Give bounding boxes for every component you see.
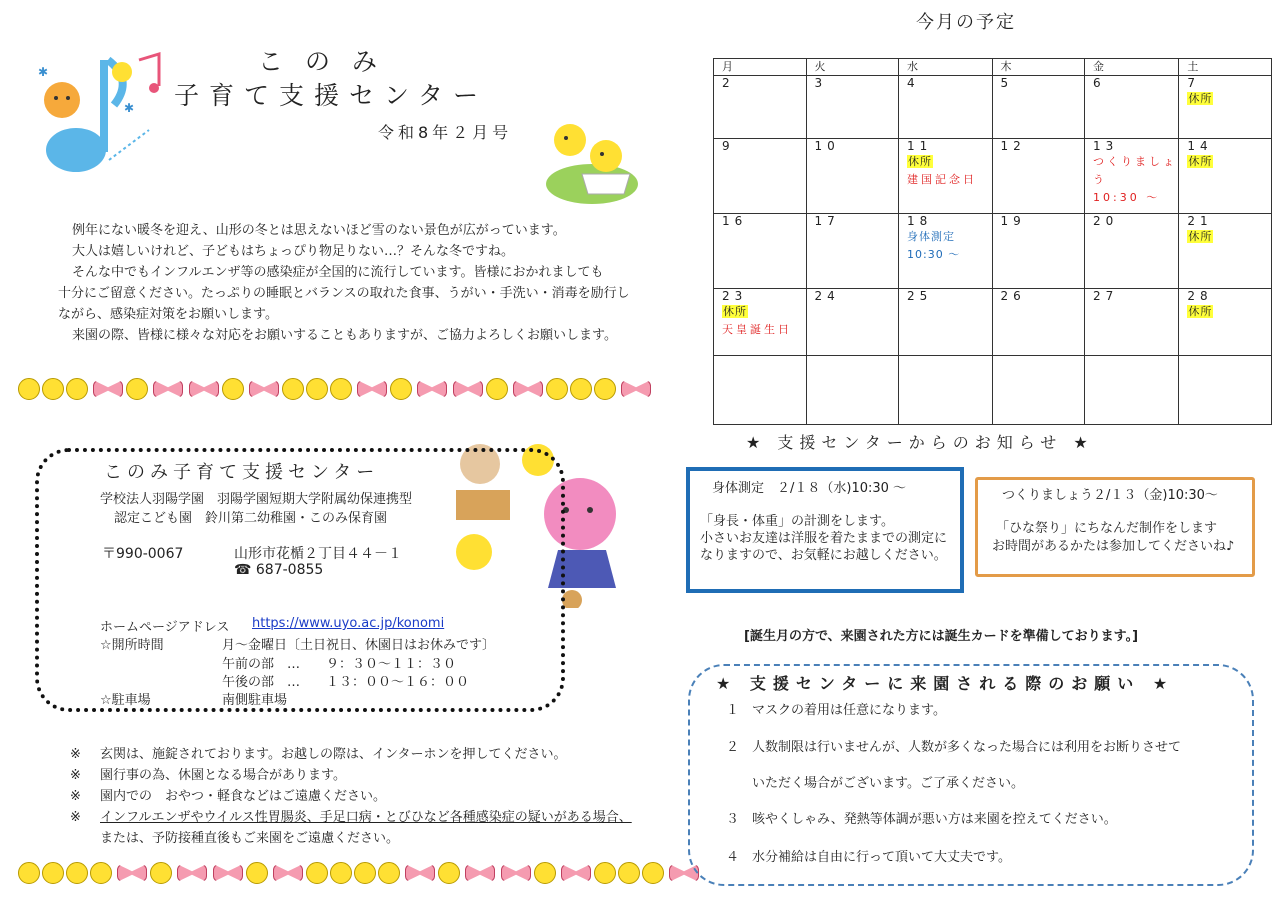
calendar-day-cell xyxy=(1085,139,1179,214)
note-item: ※ インフルエンザやウイルス性胃腸炎、手足口病・とびひなど各種感染症の疑いがある場合、 xyxy=(70,810,632,825)
weekday-header: 土 xyxy=(1179,59,1272,76)
day-number: 21 xyxy=(1187,214,1213,228)
svg-text:✱: ✱ xyxy=(124,101,135,115)
calendar-day-cell xyxy=(1085,76,1179,139)
calendar-day-cell xyxy=(1179,139,1272,214)
day-number: 20 xyxy=(1093,214,1119,228)
weekday-header: 火 xyxy=(806,59,899,76)
visit-requests-title: ★ 支援センターに来園される際のお願い ★ xyxy=(716,674,1175,693)
intro-line: そんな中でもインフルエンザ等の感染症が全国的に流行しています。皆様におかれましても xyxy=(72,265,604,280)
phone-number: ☎ 687-0855 xyxy=(234,562,324,578)
chick-ribbon-border xyxy=(18,378,654,408)
calendar-day-cell xyxy=(992,139,1085,214)
news-title: ★ 支援センターからのお知らせ ★ xyxy=(746,433,1094,452)
day-number: 7 xyxy=(1187,76,1201,90)
chicks-illustration xyxy=(542,118,642,208)
calendar-day-cell xyxy=(714,356,807,425)
day-number: 9 xyxy=(722,139,735,153)
weekday-header: 月 xyxy=(714,59,807,76)
day-number: 12 xyxy=(1000,139,1026,153)
calendar-day-cell xyxy=(806,214,899,289)
birthday-card-note: [誕生月の方で、来園された方には誕生カードを準備しております。] xyxy=(744,629,1139,644)
title-line2: 子育て支援センター xyxy=(174,81,489,110)
request-item: １ マスクの着用は任意になります。 xyxy=(726,703,946,718)
org-line1: 学校法人羽陽学園 羽陽学園短期大学附属幼保連携型 xyxy=(100,492,413,507)
holiday-label: 天皇誕生日 xyxy=(722,323,792,336)
calendar-day-cell xyxy=(899,139,993,214)
svg-text:✱: ✱ xyxy=(38,65,49,79)
intro-line: 例年にない暖冬を迎え、山形の冬とは思えないほど雪のない景色が広がっています。 xyxy=(72,223,566,238)
calendar-day-cell xyxy=(899,76,993,139)
calendar-day-cell xyxy=(1085,289,1179,356)
event-label: つくりましょう xyxy=(1093,155,1178,186)
calendar-week-row xyxy=(714,76,1272,139)
day-number: 23 xyxy=(722,289,748,303)
day-number: 16 xyxy=(722,214,748,228)
hours-text: 月～金曜日〔土日祝日、休園日はお休みです〕 xyxy=(222,638,496,653)
calendar-day-cell xyxy=(714,289,807,356)
parking-text: 南側駐車場 xyxy=(222,693,288,708)
measurement-body: 「身長・体重」の計測をします。 小さいお友達は洋服を着たままでの測定に なりますので、お気軽にお越しください。 xyxy=(700,514,948,563)
day-number: 18 xyxy=(907,214,933,228)
request-item: ４ 水分補給は自由に行って頂いて大丈夫です。 xyxy=(726,850,1011,865)
note-item: ※ 園内での おやつ・軽食などはご遠慮ください。 xyxy=(70,789,387,804)
closed-badge: 休所 xyxy=(1188,92,1213,105)
calendar-day-cell xyxy=(899,289,993,356)
intro-line: 来園の際、皆様に様々な対応をお願いすることもありますが、ご協力よろしくお願いします。 xyxy=(72,328,617,343)
calendar-day-cell xyxy=(899,356,993,425)
closed-badge: 休所 xyxy=(1188,230,1213,243)
calendar-week-row xyxy=(714,139,1272,214)
day-number: 10 xyxy=(814,139,840,153)
calendar-week-row xyxy=(714,356,1272,425)
calendar-day-cell xyxy=(806,289,899,356)
calendar-day-cell xyxy=(992,289,1085,356)
request-item: ２ 人数制限は行いませんが、人数が多くなった場合には利用をお断りさせて xyxy=(726,740,1182,755)
calendar-day-cell xyxy=(1179,76,1272,139)
day-number: 6 xyxy=(1093,76,1106,90)
closed-badge: 休所 xyxy=(1188,305,1213,318)
calendar-day-cell xyxy=(806,76,899,139)
issue-date: 令和8年２月号 xyxy=(378,123,513,142)
calendar-day-cell xyxy=(714,214,807,289)
calendar-week-row xyxy=(714,289,1272,356)
day-number: 25 xyxy=(907,289,933,303)
weekday-header: 木 xyxy=(992,59,1085,76)
day-number: 5 xyxy=(1000,76,1014,90)
event-time: 10:30 ～ xyxy=(907,248,961,261)
calendar-title: 今月の予定 xyxy=(916,12,1016,33)
calendar-day-cell xyxy=(992,76,1085,139)
center-info-title: このみ子育て支援センター xyxy=(104,462,380,483)
weekday-header: 金 xyxy=(1085,59,1179,76)
notes-list xyxy=(70,744,632,849)
request-item: ３ 咳やくしゃみ、発熱等体調が悪い方は来園を控えてください。 xyxy=(726,812,1117,827)
day-number: 11 xyxy=(907,139,933,153)
craft-body: 「ひな祭り」にちなんだ制作をします お時間があるかたは参加してくださいね♪ xyxy=(992,521,1235,554)
holiday-label: 建国記念日 xyxy=(907,173,978,186)
day-number: 24 xyxy=(814,289,840,303)
event-time: 10:30 ～ xyxy=(1093,191,1161,204)
calendar-day-cell xyxy=(992,356,1085,425)
calendar-day-cell xyxy=(1179,356,1272,425)
event-label: 身体測定 xyxy=(907,230,956,243)
calendar-day-cell xyxy=(806,356,899,425)
measurement-notice xyxy=(686,467,964,593)
weekday-header: 水 xyxy=(899,59,993,76)
homepage-label: ホームページアドレス xyxy=(100,620,230,635)
calendar-table xyxy=(713,58,1272,425)
calendar-day-cell xyxy=(1085,356,1179,425)
request-item: いただく場合がございます。ご了承ください。 xyxy=(726,776,1024,791)
closed-badge: 休所 xyxy=(1188,155,1213,168)
afternoon-hours: 午後の部 … １３：００～１６：００ xyxy=(222,675,470,690)
day-number: 28 xyxy=(1187,289,1213,303)
calendar-week-row xyxy=(714,214,1272,289)
note-item: または、予防接種直後もご来園をご遠慮ください。 xyxy=(100,831,400,846)
calendar-day-cell xyxy=(714,76,807,139)
closed-badge: 休所 xyxy=(723,305,747,318)
postal-code: 〒990-0067 xyxy=(102,546,184,562)
homepage-link[interactable]: https://www.uyo.ac.jp/konomi xyxy=(252,616,445,631)
note-item: ※ 園行事の為、休園となる場合があります。 xyxy=(70,768,346,783)
day-number: 27 xyxy=(1093,289,1119,303)
intro-text xyxy=(58,220,670,346)
craft-notice xyxy=(975,477,1255,577)
chick-ribbon-border xyxy=(18,862,702,892)
day-number: 26 xyxy=(1000,289,1026,303)
cat-music-illustration xyxy=(14,50,164,180)
day-number: 3 xyxy=(814,76,828,90)
org-line2: 認定こども園 鈴川第二幼稚園・このみ保育園 xyxy=(114,511,388,526)
calendar-day-cell xyxy=(899,214,993,289)
day-number: 14 xyxy=(1187,139,1213,153)
note-item: ※ 玄関は、施錠されております。お越しの際は、インターホンを押してください。 xyxy=(70,747,567,762)
calendar-day-cell xyxy=(714,139,807,214)
morning-hours: 午前の部 … ９：３０～１１：３０ xyxy=(222,657,457,672)
day-number: 13 xyxy=(1093,139,1119,153)
title-line1: このみ xyxy=(258,47,400,76)
intro-line: ながら、感染症対策をお願いします。 xyxy=(58,307,278,322)
parking-label: ☆駐車場 xyxy=(100,693,151,708)
day-number: 19 xyxy=(1000,214,1026,228)
day-number: 2 xyxy=(722,76,735,90)
calendar-day-cell xyxy=(992,214,1085,289)
calendar-day-cell xyxy=(1179,289,1272,356)
day-number: 4 xyxy=(907,76,920,90)
calendar-day-cell xyxy=(806,139,899,214)
calendar-day-cell xyxy=(1085,214,1179,289)
craft-heading: つくりましょう２/１３（金)10:30～ xyxy=(1002,488,1218,503)
day-number: 17 xyxy=(814,214,840,228)
measurement-heading: 身体測定 ２/１８（水)10:30 ～ xyxy=(712,481,907,496)
closed-badge: 休所 xyxy=(908,155,933,168)
intro-line: 大人は嬉しいけれど、子どもはちょっぴり物足りない…？そんな冬ですね。 xyxy=(72,244,515,259)
address: 山形市花楯２丁目４４－１ xyxy=(234,546,402,562)
calendar-day-cell xyxy=(1179,214,1272,289)
intro-line: 十分にご留意ください。たっぷりの睡眠とバランスの取れた食事、うがい・手洗い・消毒を励行し xyxy=(58,286,630,301)
hours-label: ☆開所時間 xyxy=(100,638,164,653)
